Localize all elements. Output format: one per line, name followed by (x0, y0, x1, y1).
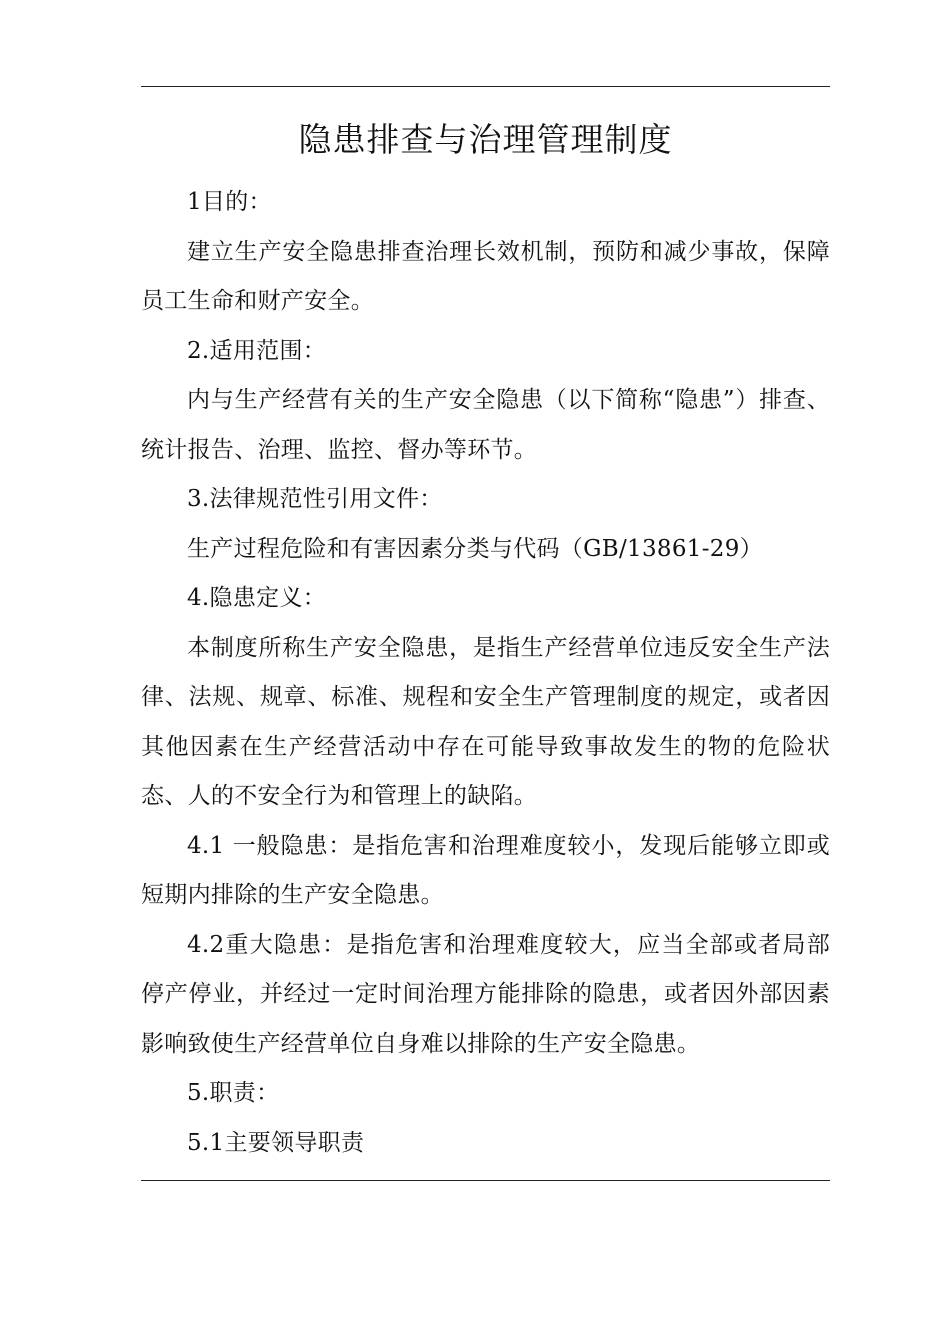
section-2-heading: 2.适用范围： (187, 337, 327, 364)
section-5-heading: 5.职责： (187, 1080, 280, 1106)
section-3-heading: 3.法律规范性引用文件： (187, 486, 443, 512)
header-rule (141, 86, 830, 87)
section-4-text: 本制度所称生产安全隐患，是指生产经营单位违反安全生产法律、法规、规章、标准、规程和安全生产管理制度的规定，或者因其他因素在生产经营活动中存在可能导致事故发生的物的危险状态、人的不安全行为和管理上的缺陷。 (141, 634, 830, 809)
section-4-1-text: 4.1 一般隐患：是指危害和治理难度较小，发现后能够立即或短期内排除的生产安全隐患。 (141, 832, 830, 908)
section-3-text: 生产过程危险和有害因素分类与代码（GB/13861-29） (187, 535, 763, 562)
document-title: 隐患排查与治理管理制度 (298, 120, 673, 159)
section-2-text: 内与生产经营有关的生产安全隐患（以下简称“隐患”）排查、统计报告、治理、监控、督办等环节。 (141, 387, 830, 463)
section-5-1-heading: 5.1主要领导职责 (187, 1129, 365, 1156)
section-1-text: 建立生产安全隐患排查治理长效机制，预防和减少事故，保障员工生命和财产安全。 (141, 238, 830, 314)
footer-rule (141, 1180, 830, 1181)
section-4-2-text: 4.2重大隐患：是指危害和治理难度较大，应当全部或者局部停产停业，并经过一定时间治理方能排除的隐患，或者因外部因素影响致使生产经营单位自身难以排除的生产安全隐患。 (141, 931, 830, 1057)
document-body (141, 178, 830, 1168)
section-4-heading: 4.隐患定义： (187, 585, 327, 611)
section-1-heading: 1目的： (187, 189, 272, 215)
